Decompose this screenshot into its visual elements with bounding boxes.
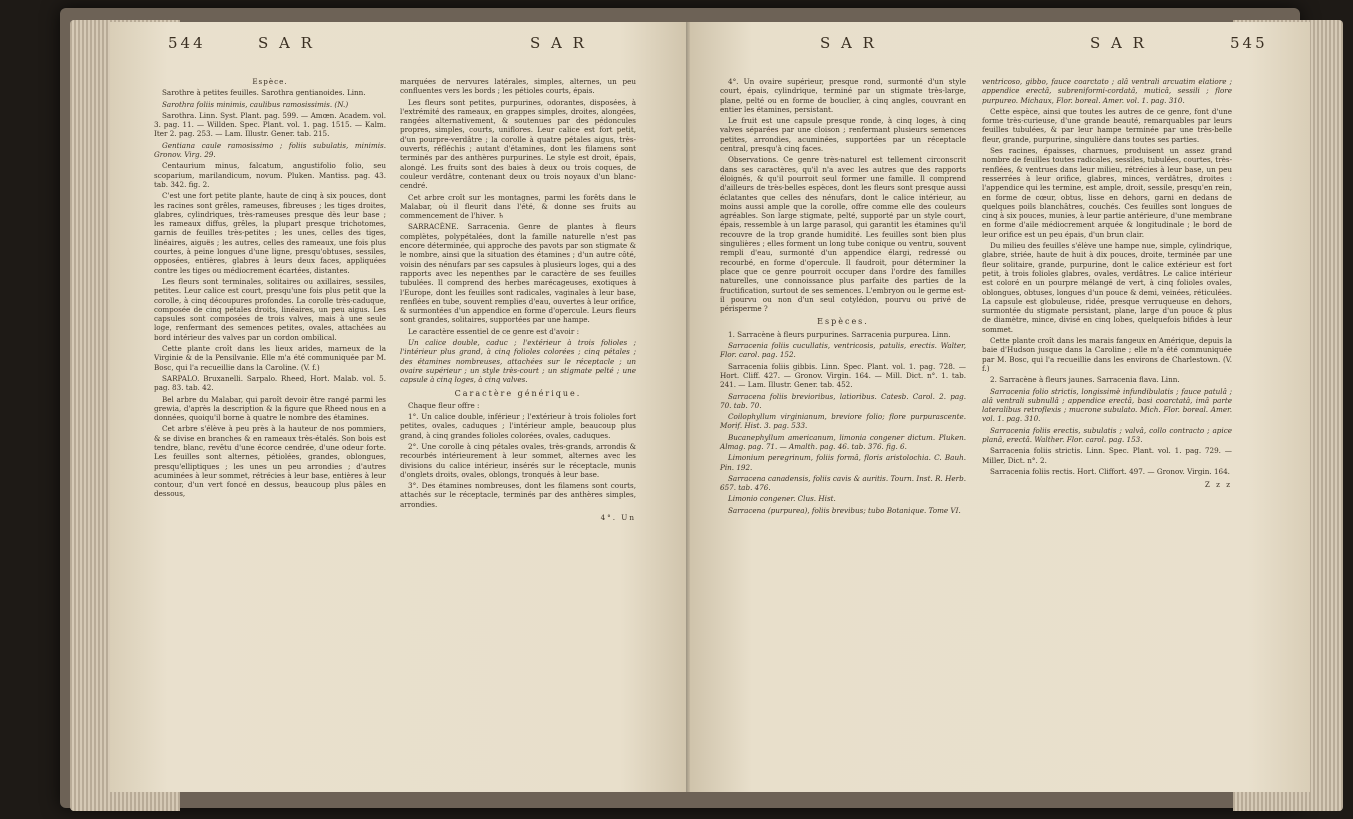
paragraph: Sarracena canadensis, foliis cavis & auritis. Tourn. Inst. R. Herb. 657. tab. 476. <box>720 473 966 493</box>
paragraph: 1°. Un calice double, inférieur ; l'extérieur à trois folioles fort petites, ovales, caduques ; l'intérieur ample, beaucoup plus grand, à cinq grandes folioles colorées, ovales, caduques. <box>400 412 636 440</box>
paragraph: Sarracenia foliis strictis. Linn. Spec. Plant. vol. 1. pag. 729. — Miller, Dict. n°. 2. <box>982 446 1232 465</box>
paragraph: Du milieu des feuilles s'élève une hampe nue, simple, cylindrique, glabre, striée, haute de huit à dix pouces, droite, terminée par une fleur solitaire, grande, purpurine, dont le calice extérieur est fort petit, à trois folioles glabres, ovales, verdâtres. Le calice intérieur est coloré en un pourpre mélangé de vert, à cinq folioles ovales, oblongues, obtuses, longues d'un pouce & demi, veinées, réticulées. La capsule est globuleuse, ridée, presque verruqueuse en dehors, surmontée du stigmate persistant, plane, large d'un pouce & plus de diamètre, mince, divisé en cinq lobes, quelquefois bifides à leur sommet. <box>982 241 1232 334</box>
paragraph: 3°. Des étamines nombreuses, dont les filamens sont courts, attachés sur le réceptacle, terminés par des anthères simples, arrondies. <box>400 481 636 509</box>
paragraph: Bel arbre du Malabar, qui paroît devoir être rangé parmi les grewia, d'après la description & la figure que Rheed nous en a données, quoiqu'il borne à quatre le nombre des étamines. <box>154 394 386 423</box>
paragraph: Un calice double, caduc ; l'extérieur à trois folioles ; l'intérieur plus grand, à cinq folioles colorées ; cinq pétales ; des étamines nombreuses, attachées sur le réceptacle ; un ovaire supérieur ; un style très-court ; un stigmate pelté ; une capsule à cinq loges, à cinq valves. <box>400 338 636 385</box>
paragraph: Caractère générique. <box>454 388 582 398</box>
paragraph: Sarothra foliis minimis, caulibus ramosissimis. (N.) <box>162 99 349 109</box>
paragraph: Sarothre à petites feuilles. Sarothra gentianoides. Linn. <box>162 88 366 98</box>
left-running-head-2: S A R <box>530 34 587 52</box>
paragraph: Le caractère essentiel de ce genre est d'avoir : <box>408 326 579 336</box>
paragraph: Observations. Ce genre très-naturel est tellement circonscrit dans ses caractères, qu'il n'a avec les autres que des rapports éloignés, & qu'il pourroit seul former une famille. Il comprend d'ailleurs de très-belles espèces, dont les fleurs sont presque aussi éclatantes que celles des nénufars, dont le calice intérieur, au moins aussi ample que la corolle, offre comme elle des couleurs agréables. Son large stigmate, pelté, supporté par un style court, épais, ressemble à un large parasol, qui garantit les étamines qu'il recouvre de la trop grande humidité. Les feuilles sont bien plus singulières ; elles forment un long tube conique ou ventru, souvent rempli d'eau, surmonté d'un appendice élargi, redressé ou recourbé, en forme d'opercule. Il faudroit, pour déterminer la place que ce genre pourroit occuper dans l'ordre des familles naturelles, une connoissance plus parfaite des parties de la fructification, surtout de ses semences. L'embryon ou le germe est-il pourvu ou non d'un seul cotylédon, pourvu ou privé de périsperme ? <box>720 155 966 314</box>
paragraph: SARPALO. Bruxanelli. Sarpalo. Rheed, Hort. Malab. vol. 5. pag. 83. tab. 42. <box>154 373 386 393</box>
paragraph: Cette espèce, ainsi que toutes les autres de ce genre, font d'une forme très-curieuse, d'une grande beauté, remarquables par leurs feuilles tubulées, & par leur hampe terminée par une très-belle fleur, grande, purpurine, singulière dans toutes ses parties. <box>982 106 1232 144</box>
paragraph: Espèce. <box>252 77 288 86</box>
paragraph: marquées de nervures latérales, simples, alternes, un peu confluentes vers les bords ; les pétioles courts, épais. <box>400 77 636 96</box>
paragraph: Sarracena foliis brevioribus, latioribus. Catesb. Carol. 2. pag. 70. tab. 70. <box>720 391 966 410</box>
paragraph: Sarracena (purpurea), foliis brevibus; tubo Botanique. Tome VI. <box>728 505 961 515</box>
paragraph: Cette plante croît dans les marais fangeux en Amérique, depuis la baie d'Hudson jusque dans la Caroline ; elle m'a été communiquée par M. Bosc, qui l'a recueillie dans les environs de Charlestown. (V. f.) <box>982 336 1232 373</box>
paragraph: Bucanephyllum americanum, limonia congener dictum. Pluken. Almag. pag. 71. — Amalth. pag. 46. tab. 376. fig. 6. <box>720 432 966 451</box>
paragraph: 4°. Un <box>600 513 636 523</box>
paragraph: Z z z <box>1204 480 1232 490</box>
paragraph: Ses racines, épaisses, charnues, produisent un assez grand nombre de feuilles toutes radicales, sessiles, tubulées, courtes, très-renflées, & ventrues dans leur milieu, rétrécies à leur base, un peu resserrées à leur orifice, glabres, minces, verdâtres, droites : l'appendice qui les termine, est ample, droit, sessile, presqu'en rein, en forme de cœur, obtus, lisse en dehors, garni en dedans de quelques poils blanchâtres, couchés. Ces feuilles sont longues de cinq à six pouces, munies, à leur partie antérieure, d'une membrane en forme d'aile médiocrement arquée & longitudinale ; le bord de leur orifice est un peu épais, d'un brun clair. <box>982 146 1232 239</box>
paragraph: Cette plante croît dans les lieux arides, marneux de la Virginie & de la Pensilvanie. Elle m'a été communiquée par M. Bosc, qui l'a recueillie dans la Caroline. (V. f.) <box>154 344 386 372</box>
paragraph: ventricoso, gibbo, fauce coarctato ; alâ ventrali arcuatim elatiore ; appendice erectâ, subreniformi-cordatâ, muticâ, sessili ; flore purpureo. Michaux, Flor. boreal. Amer. vol. 1. pag. 310. <box>982 77 1232 105</box>
paragraph: Limonium peregrinum, foliis formâ, floris aristolochia. C. Bauh. Pin. 192. <box>720 453 966 472</box>
left-column-2 <box>400 77 636 524</box>
right-page <box>690 22 1310 792</box>
right-page-number: 545 <box>1230 34 1268 52</box>
paragraph: Les fleurs sont petites, purpurines, odorantes, disposées, à l'extrémité des rameaux, en grappes simples, droites, alongées, rangées alternativement, & soutenues par des pédoncules propres, simples, courts, uniflores. Leur calice est fort petit, d'un pourpre-verdâtre ; la corolle à quatre pétales aigus, très-ouverts, réfléchis ; autant d'étamines, dont les filamens sont terminés par des anthères purpurines. Le style est droit, épais, alongé. Les fruits sont des baies à deux ou trois coques, de couleur verdâtre, contenant deux ou trois noyaux d'un blanc-cendré. <box>400 97 636 191</box>
paragraph: Centaurium minus, falcatum, angustifolio folio, seu scoparium, marilandicum, novum. Pluken. Mantiss. pag. 43. tab. 342. fig. 2. <box>154 161 386 189</box>
right-column-2 <box>982 77 1232 491</box>
paragraph: Sarracenia foliis erectis, subulatis ; valvâ, collo contracto ; apice planâ, erectâ. Walther. Flor. carol. pag. 153. <box>982 425 1232 444</box>
right-running-head-2: S A R <box>1090 34 1147 52</box>
left-column-1 <box>154 77 386 501</box>
right-column-1 <box>720 77 966 517</box>
paragraph: Le fruit est une capsule presque ronde, à cinq loges, à cinq valves séparées par une cloison ; renfermant plusieurs semences petites, arrondies, acuminées, supportées par un réceptacle central, presqu'à cinq faces. <box>720 116 966 154</box>
paragraph: Sarracenia foliis cucullatis, ventricosis, patulis, erectis. Walter, Flor. carol. pag. 152. <box>720 341 966 360</box>
paragraph: Sarracenia foliis rectis. Hort. Cliffort. 497. — Gronov. Virgin. 164. <box>990 466 1230 476</box>
paragraph: Sarothra. Linn. Syst. Plant. pag. 599. — Amœn. Academ. vol. 3. pag. 11. — Willden. Spec. Plant. vol. 1. pag. 1515. — Kalm. Iter 2. pag. 253. — Lam. Illustr. Gener. tab. 215. <box>154 110 386 139</box>
right-running-head-1: S A R <box>820 34 877 52</box>
paragraph: C'est une fort petite plante, haute de cinq à six pouces, dont les racines sont grêles, rameuses, fibreuses ; les tiges droites, glabres, cylindriques, très-rameuses presque dès leur base ; les rameaux diffus, grêles, la plupart presque trichotomes, garnis de feuilles très-petites ; les unes, celles des tiges, linéaires, aiguës ; les autres, celles des rameaux, une fois plus courtes, à peine longues d'une ligne, presqu'obtuses, sessiles, opposées, entières, glabres à leurs deux faces, appliquées contre les tiges ou médiocrement écartées, distantes. <box>154 191 386 275</box>
paragraph: Espèces. <box>817 317 869 327</box>
paragraph: Coilophyllum virginianum, breviore folio; flore purpurascente. Morif. Hist. 3. pag. 533. <box>720 412 966 431</box>
paragraph: 4°. Un ovaire supérieur, presque rond, surmonté d'un style court, épais, cylindrique, terminé par un stigmate très-large, plane, pelté ou en forme de bouclier, à cinq angles, couvrant en entier les étamines, persistant. <box>720 77 966 114</box>
paragraph: Cet arbre croît sur les montagnes, parmi les forêts dans le Malabar, où il fleurit dans l'été, & donne ses fruits au commencement de l'hiver. ♄ <box>400 192 636 221</box>
paragraph: Les fleurs sont terminales, solitaires ou axillaires, sessiles, petites. Leur calice est court, presqu'une fois plus petit que la corolle, à cinq découpures profondes. La corolle très-caduque, composée de cinq pétales droits, linéaires, un peu aigus. Les capsules sont composées de trois valves, mais à une seule loge, renfermant des semences petites, ovales, attachées au bord intérieur des valves par un cordon ombilical. <box>154 276 386 342</box>
paragraph: Cet arbre s'élève à peu près à la hauteur de nos pommiers, & se divise en branches & en rameaux très-étalés. Son bois est tendre, blanc, revêtu d'une écorce cendrée, d'une odeur forte. Les feuilles sont alternes, pétiolées, grandes, oblongues, presqu'elliptiques ; les unes un peu arrondies ; d'autres acuminées à leur sommet, rétrécies à leur base, entières à leur contour, d'un vert foncé en dessus, beaucoup plus pâles en dessous, <box>154 424 386 499</box>
left-page-number: 544 <box>168 34 206 52</box>
paragraph: Chaque fleur offre : <box>408 400 480 410</box>
left-page <box>110 22 690 792</box>
paragraph: Limonio congener. Clus. Hist. <box>728 494 836 504</box>
paragraph: 2. Sarracène à fleurs jaunes. Sarracenia flava. Linn. <box>990 375 1180 385</box>
paragraph: Sarracenia foliis gibbis. Linn. Spec. Plant. vol. 1. pag. 728. — Hort. Cliff. 427. — Gronov. Virgin. 164. — Mill. Dict. n°. 1. tab. 241. — Lam. Illustr. Gener. tab. 452. <box>720 361 966 390</box>
left-running-head-1: S A R <box>258 34 315 52</box>
paragraph: Gentiana caule ramosissimo ; foliis subulatis, minimis. Gronov. Virg. 29. <box>154 140 386 160</box>
paragraph: 2°. Une corolle à cinq pétales ovales, très-grands, arrondis & recourbés intérieurement à leur sommet, alternes avec les divisions du calice intérieur, insérés sur le réceptacle, munis d'onglets droits, ovales, oblongs, tronqués à leur base. <box>400 441 636 479</box>
paragraph: SARRACÈNE. Sarracenia. Genre de plantes à fleurs complètes, polypétalées, dont la famille naturelle n'est pas encore déterminée, qui approche des pavots par son stigmate & le nombre, ainsi que la situation des étamines ; d'un autre côté, voisin des nénufars par ses capsules à plusieurs loges, qui a des rapports avec les nepenthes par le caractère de ses feuilles tubulées. Il comprend des herbes marécageuses, exotiques à l'Europe, dont les feuilles sont radicales, vaginales à leur base, renflées en tube, souvent remplies d'eau, ouvertes à leur orifice, & surmontées d'un appendice en forme d'opercule. Leurs fleurs sont grandes, solitaires, supportées par une hampe. <box>400 222 636 325</box>
paragraph: Sarracenia folio strictis, longissimè infundibulatis ; fauce patulâ ; alâ ventrali subnullâ ; appendice erectâ, basi coarctatâ, imâ parte lateralibus retroflexis ; mucrone subulato. Mich. Flor. boreal. Amer. vol. 1. pag. 310. <box>982 386 1232 424</box>
paragraph: 1. Sarracène à fleurs purpurines. Sarracenia purpurea. Linn. <box>728 329 951 339</box>
